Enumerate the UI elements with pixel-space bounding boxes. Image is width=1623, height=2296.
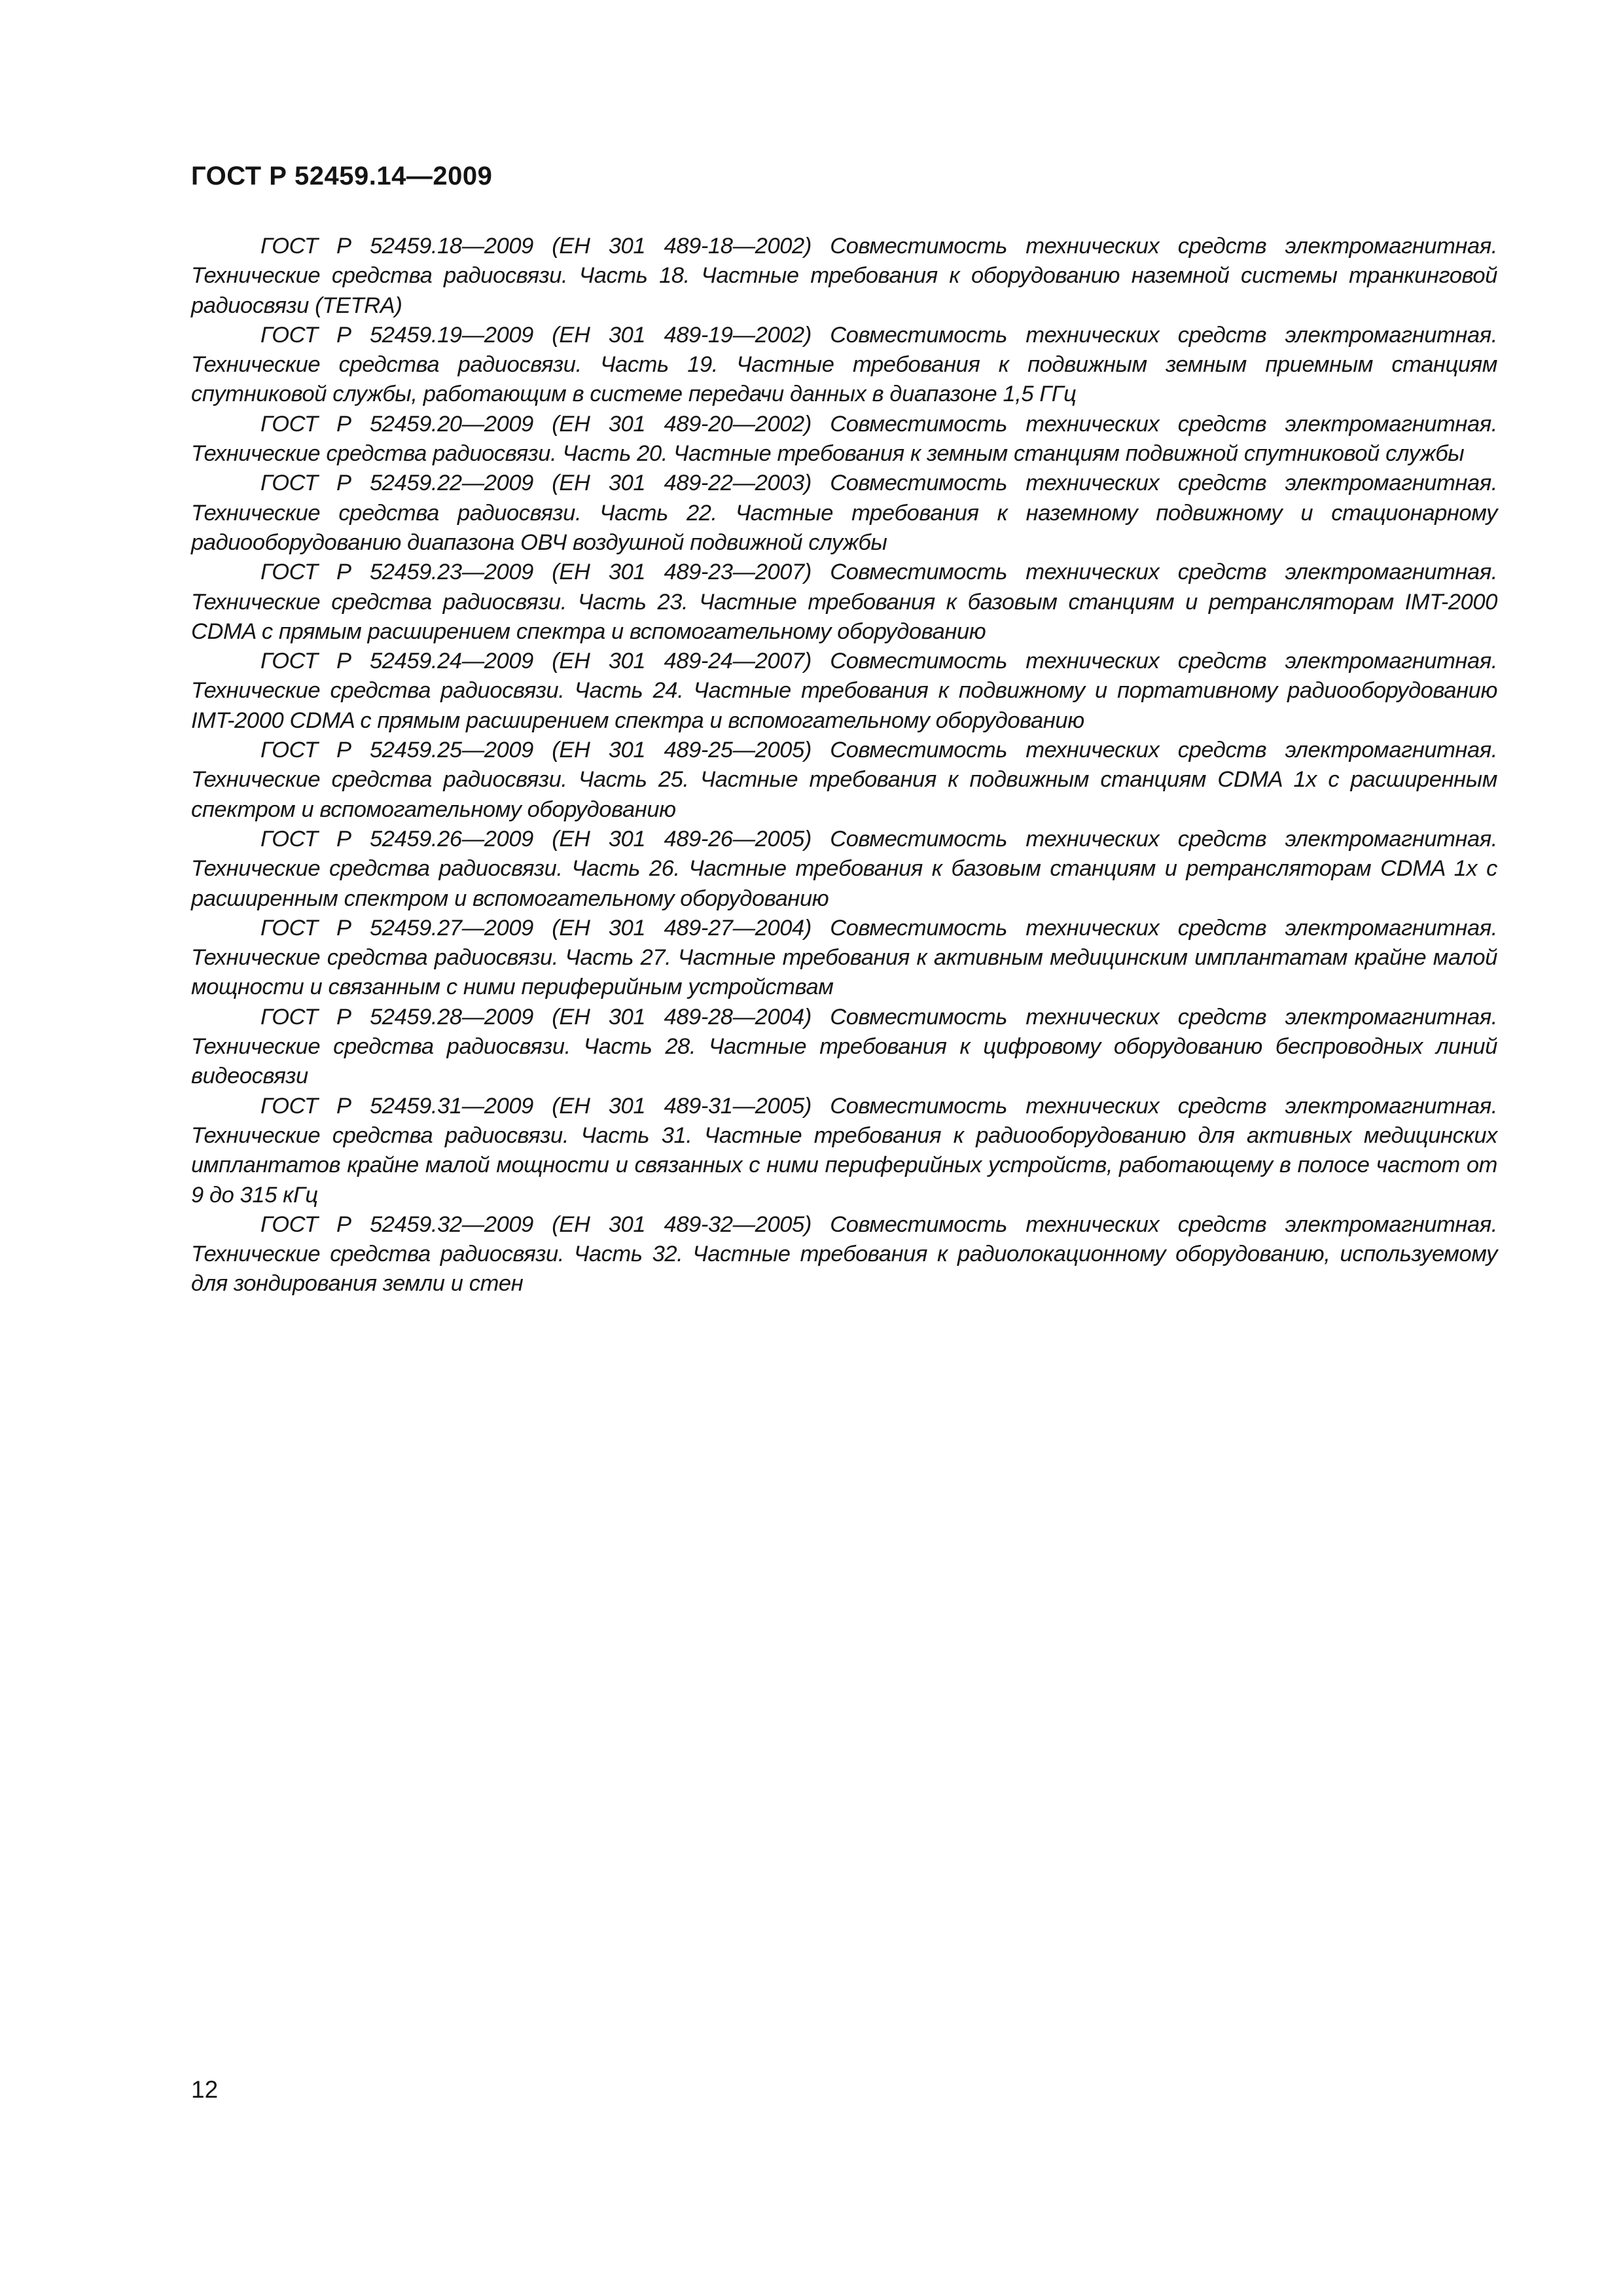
reference-entry: ГОСТ Р 52459.27—2009 (ЕН 301 489-27—2004) Совместимость технических средств электромагнитная. Технические средства радиосвязи. Часть 27. Частные требования к активным медицинским имплантатам крайне малой мощности и связанным с ними периферийным устройствам <box>191 915 1497 1000</box>
reference-entry: ГОСТ Р 52459.23—2009 (ЕН 301 489-23—2007) Совместимость технических средств электромагнитная. Технические средства радиосвязи. Часть 23. Частные требования к базовым станциям и ретрансляторам IMT-2000 CDMA с прямым расширением спектра и вспомогательному оборудованию <box>191 560 1497 644</box>
reference-entry: ГОСТ Р 52459.32—2009 (ЕН 301 489-32—2005) Совместимость технических средств электромагнитная. Технические средства радиосвязи. Часть 32. Частные требования к радиолокационному оборудованию, используемому для зондирования земли и стен <box>191 1211 1497 1297</box>
reference-entry: ГОСТ Р 52459.26—2009 (ЕН 301 489-26—2005) Совместимость технических средств электромагнитная. Технические средства радиосвязи. Часть 26. Частные требования к базовым станциям и ретрансляторам CDMA 1x с расширенным спектром и вспомогательному оборудованию <box>191 826 1497 911</box>
page-number: 12 <box>191 2076 219 2103</box>
reference-entry: ГОСТ Р 52459.31—2009 (ЕН 301 489-31—2005) Совместимость технических средств электромагнитная. Технические средства радиосвязи. Часть 31. Частные требования к радиооборудованию для активных медицинских имплантатов крайне малой мощности и связанных с ними периферийных устройств, работающему в полосе частот от 9 до 315 кГц <box>191 1093 1497 1208</box>
document-code-header: ГОСТ Р 52459.14—2009 <box>191 162 493 190</box>
normative-references-list <box>191 232 1497 1299</box>
reference-entry: ГОСТ Р 52459.20—2009 (ЕН 301 489-20—2002) Совместимость технических средств электромагнитная. Технические средства радиосвязи. Часть 20. Частные требования к земным станциям подвижной спутниковой службы <box>191 411 1497 467</box>
reference-entry: ГОСТ Р 52459.25—2009 (ЕН 301 489-25—2005) Совместимость технических средств электромагнитная. Технические средства радиосвязи. Часть 25. Частные требования к подвижным станциям CDMA 1x с расширенным спектром и вспомогательному оборудованию <box>191 738 1497 822</box>
reference-entry: ГОСТ Р 52459.22—2009 (ЕН 301 489-22—2003) Совместимость технических средств электромагнитная. Технические средства радиосвязи. Часть 22. Частные требования к наземному подвижному и стационарному радиооборудованию диапазона ОВЧ воздушной подвижной службы <box>191 471 1497 555</box>
reference-entry: ГОСТ Р 52459.19—2009 (ЕН 301 489-19—2002) Совместимость технических средств электромагнитная. Технические средства радиосвязи. Часть 19. Частные требования к подвижным земным приемным станциям спутниковой службы, работающим в системе передачи данных в диапазоне 1,5 ГГц <box>191 322 1497 407</box>
reference-entry: ГОСТ Р 52459.28—2009 (ЕН 301 489-28—2004) Совместимость технических средств электромагнитная. Технические средства радиосвязи. Часть 28. Частные требования к цифровому оборудованию беспроводных линий видеосвязи <box>191 1004 1497 1089</box>
reference-entry: ГОСТ Р 52459.24—2009 (ЕН 301 489-24—2007) Совместимость технических средств электромагнитная. Технические средства радиосвязи. Часть 24. Частные требования к подвижному и портативному радиооборудованию IMT-2000 CDMA с прямым расширением спектра и вспомогательному оборудованию <box>191 649 1497 733</box>
reference-entry: ГОСТ Р 52459.18—2009 (ЕН 301 489-18—2002) Совместимость технических средств электромагнитная. Технические средства радиосвязи. Часть 18. Частные требования к оборудованию наземной системы транкинговой радиосвязи (TETRA) <box>191 234 1497 318</box>
